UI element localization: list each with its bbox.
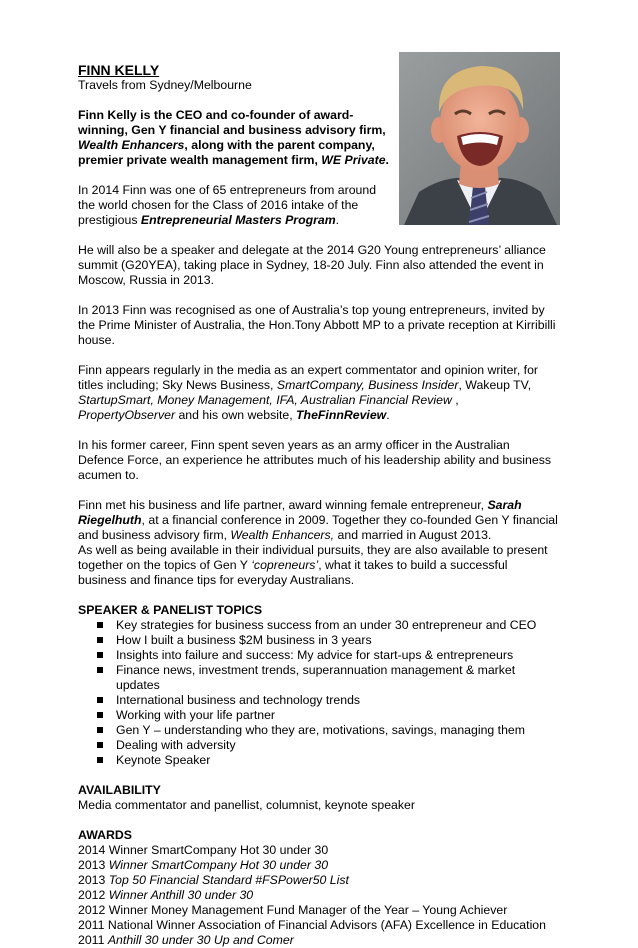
list-item: 2013 Winner SmartCompany Hot 30 under 30 (78, 858, 329, 872)
list-item: Dealing with adversity (78, 738, 558, 753)
awards-list (78, 843, 558, 948)
intro-paragraph-1: Finn Kelly is the CEO and co-founder of award-winning, Gen Y financial and business advisory firm, Wealth Enhancers, along with the parent company, premier private wealth management firm, WE Private. (78, 108, 389, 167)
list-item: 2012 Winner Anthill 30 under 30 (78, 888, 254, 902)
list-item: Working with your life partner (78, 708, 558, 723)
list-item: 2011 Anthill 30 under 30 Up and Comer (78, 933, 294, 947)
availability-text: Media commentator and panellist, columnist, keynote speaker (78, 798, 415, 812)
list-item: International business and technology trends (78, 693, 558, 708)
topics-heading: SPEAKER & PANELIST TOPICS (78, 603, 263, 617)
list-item: Insights into failure and success: My advice for start-ups & entrepreneurs (78, 648, 558, 663)
list-item: 2013 Top 50 Financial Standard #FSPower50 List (78, 873, 349, 887)
paragraph-career: In his former career, Finn spent seven years as an army officer in the Australian Defence Force, an experience he attributes much of his leadership ability and business acumen to. (78, 438, 552, 482)
awards-heading: AWARDS (78, 828, 132, 842)
intro-paragraph-2: In 2014 Finn was one of 65 entrepreneurs from around the world chosen for the Class of 2016 intake of the prestigious Entrepreneurial Masters Program. (78, 183, 377, 227)
paragraph-g20: He will also be a speaker and delegate at the 2014 G20 Young entrepreneurs’ alliance summit (G20YEA), taking place in Sydney, 18-20 July. Finn also attended the event in Moscow, Russia in 2013. (78, 243, 546, 287)
list-item: Keynote Speaker (78, 753, 558, 768)
document-body (78, 62, 558, 948)
list-item: How I built a business $2M business in 3 years (78, 633, 558, 648)
list-item: 2014 Winner SmartCompany Hot 30 under 30 (78, 843, 329, 857)
paragraph-media: Finn appears regularly in the media as an expert commentator and opinion writer, for titles including; Sky News Business, SmartCompany, Business Insider, Wakeup TV, StartupSmart, Money Management, IFA, Australian Financial Review , PropertyObserver and his own website, TheFinnReview. (78, 363, 539, 422)
speaker-name: FINN KELLY (78, 62, 160, 78)
paragraph-copreneurs: As well as being available in their individual pursuits, they are also available to present together on the topics of Gen Y ‘copreneurs’, what it takes to build a successful business and finance tips for everyday Australians. (78, 543, 548, 587)
paragraph-recognition: In 2013 Finn was recognised as one of Australia’s top young entrepreneurs, invited by the Prime Minister of Australia, the Hon.Tony Abbott MP to a private reception at Kirribilli house. (78, 303, 556, 347)
list-item: 2011 National Winner Association of Financial Advisors (AFA) Excellence in Education (78, 918, 546, 932)
list-item: Key strategies for business success from an under 30 entrepreneur and CEO (78, 618, 558, 633)
availability-heading: AVAILABILITY (78, 783, 161, 797)
paragraph-partner: Finn met his business and life partner, award winning female entrepreneur, Sarah Riegelhuth, at a financial conference in 2009. Together they co-founded Gen Y financial and business advisory firm, Wealth Enhancers, and married in August 2013. (78, 498, 558, 542)
list-item: Finance news, investment trends, superannuation management & market updates (78, 663, 558, 693)
list-item: 2012 Winner Money Management Fund Manager of the Year – Young Achiever (78, 903, 508, 917)
list-item: Gen Y – understanding who they are, motivations, savings, managing them (78, 723, 558, 738)
location-line: Travels from Sydney/Melbourne (78, 78, 252, 92)
topics-list (78, 618, 558, 768)
